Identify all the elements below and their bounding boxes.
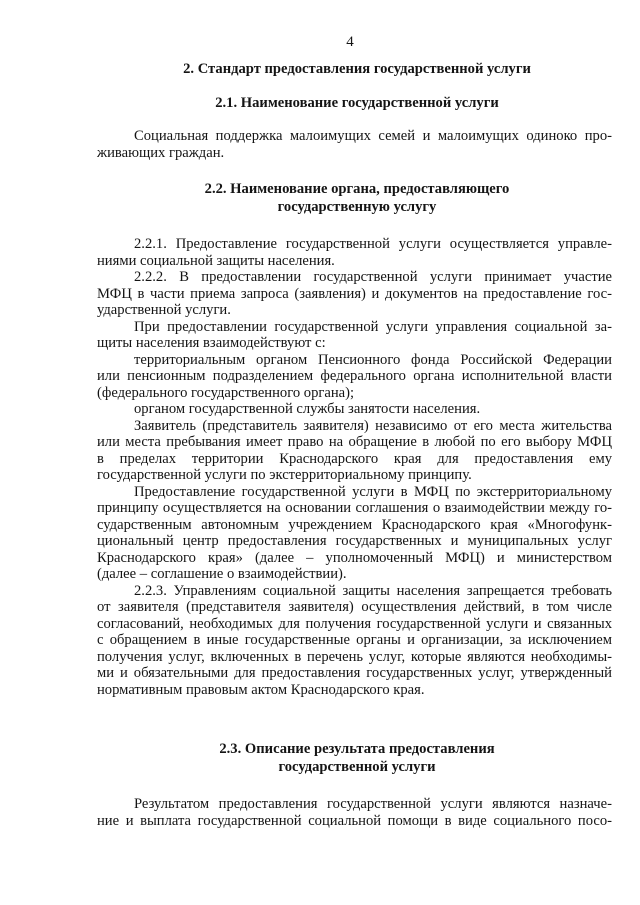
text-line: согласований, необходимых для получения государственной услуги и связанных (97, 615, 612, 632)
text-line: Краснодарского края» (далее – уполномоченный МФЦ) и министерством (97, 549, 612, 566)
text-line: в пределах территории Краснодарского края для предоставления ему (97, 450, 612, 467)
text-line: живающих граждан. (97, 144, 225, 161)
text-line: от заявителя (представителя заявителя) осуществления действий, в том числе (97, 599, 612, 615)
text-line: или пенсионным подразделением федерального органа исполнительной власти (97, 368, 612, 384)
text-line: (федерального государственного органа); (97, 384, 355, 401)
text-line: принципу осуществляется на основании соглашения о взаимодействии между го- (97, 500, 612, 516)
text-line: ударственной услуги. (97, 302, 231, 318)
text-line: Заявитель (представитель заявителя) независимо от его места жительства (134, 417, 612, 434)
text-line: циональный центр предоставления государственных и муниципальных услуг (97, 533, 612, 549)
text-line: государственной услуги по экстерриториальному принципу. (97, 467, 472, 483)
title-line: 2.2. Наименование органа, предоставляющего (204, 181, 510, 197)
section-2-title: 2. Стандарт предоставления государственной услуги (183, 61, 531, 77)
section-2-2-title (92, 180, 622, 216)
text-line: 2.2.3. Управлениям социальной защиты населения запрещается требовать (134, 582, 612, 599)
text-line: (далее – соглашение о взаимодействии). (97, 566, 347, 582)
text-line: ниями социальной защиты населения. (97, 252, 335, 269)
text-line: щиты населения взаимодействуют с: (97, 335, 326, 351)
text-line: ние и выплата государственной социальной помощи в виде социального посо- (97, 812, 612, 829)
text-line: ми и обязательными для предоставления государственных услуг, утвержденный (97, 665, 612, 681)
title-line: государственную услугу (277, 199, 437, 215)
text-line: Предоставление государственной услуги в МФЦ по экстерриториальному (134, 483, 612, 500)
section-2-1-title: 2.1. Наименование государственной услуги (215, 95, 499, 111)
title-line: 2.3. Описание результата предоставления (219, 741, 495, 757)
text-line: нормативным правовым актом Краснодарского края. (97, 681, 425, 698)
section-2-3-text (97, 796, 612, 829)
section-2-2-body (97, 236, 612, 698)
page-number: 4 (346, 34, 354, 50)
text-line: с обращением в иные государственные органы и организации, за исключением (97, 632, 612, 648)
text-line: При предоставлении государственной услуги управления социальной за- (134, 318, 612, 335)
title-line: государственной услуги (278, 759, 436, 775)
section-2-1-text (97, 128, 612, 161)
text-line: территориальным органом Пенсионного фонда Российской Федерации (134, 351, 612, 368)
text-line: получения услуг, включенных в перечень услуг, которые являются необходимы- (97, 648, 612, 665)
text-line: МФЦ в части приема запроса (заявления) и документов на предоставление гос- (97, 285, 612, 302)
text-line: 2.2.2. В предоставлении государственной услуги принимает участие (134, 269, 612, 285)
text-line: Результатом предоставления государственной услуги являются назначе- (134, 796, 612, 812)
text-line: органом государственной службы занятости населения. (134, 401, 481, 417)
section-2-3-title (92, 740, 622, 776)
text-line: или места пребывания имеет право на обращение в любой по его выбору МФЦ (97, 434, 612, 450)
text-line: Социальная поддержка малоимущих семей и малоимущих одиноко про- (134, 128, 612, 144)
text-line: 2.2.1. Предоставление государственной услуги осуществляется управле- (134, 236, 612, 252)
text-line: сударственным автономным учреждением Краснодарского края «Многофунк- (97, 516, 612, 533)
